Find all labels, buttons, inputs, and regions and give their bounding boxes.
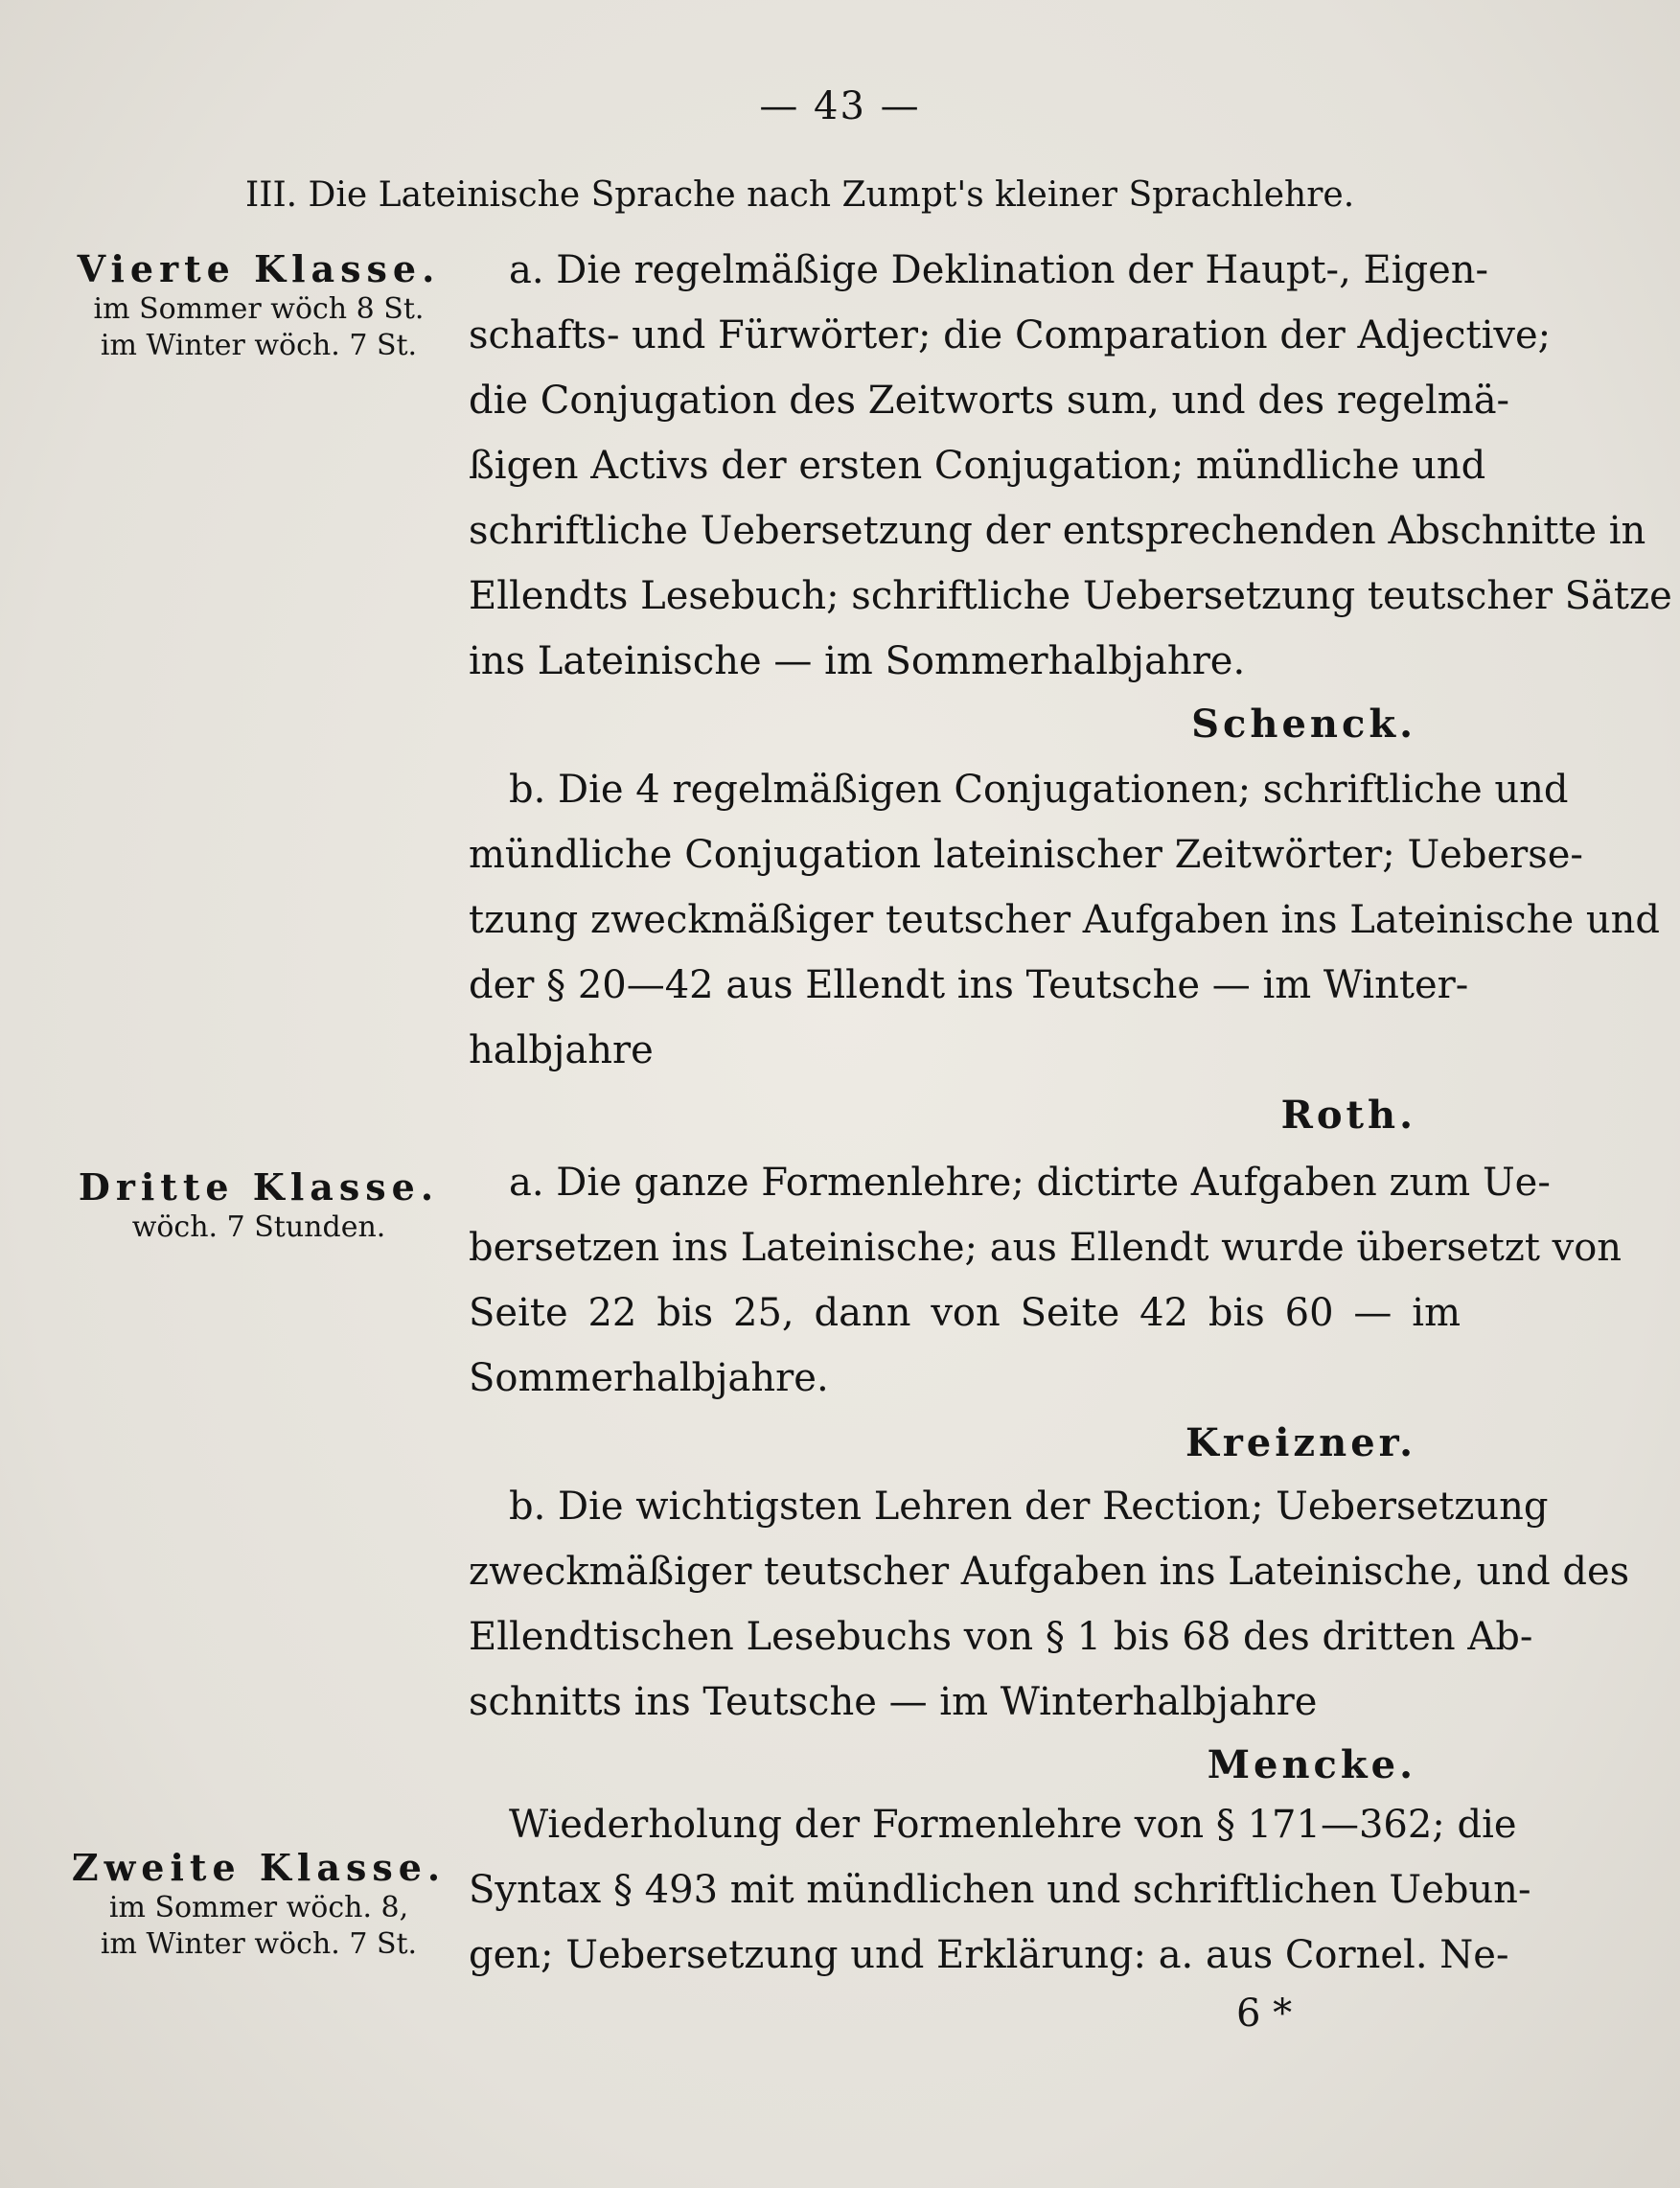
class-heading: Vierte Klasse.	[77, 247, 441, 290]
text-line: Seite 22 bis 25, dann von Seite 42 bis 60 — im	[469, 1291, 1461, 1335]
sidebar-dritte-klasse	[58, 1165, 460, 1246]
class-hours-winter: im Winter wöch. 7 St.	[100, 1927, 418, 1961]
class-hours: wöch. 7 Stunden.	[131, 1210, 386, 1244]
text-line: Ellendtischen Lesebuchs von § 1 bis 68 des dritten Ab-	[469, 1615, 1533, 1659]
text-line: zweckmäßiger teutscher Aufgaben ins Lateinische, und des	[469, 1550, 1630, 1594]
teacher-signature: Mencke.	[1207, 1742, 1416, 1787]
class-hours-winter: im Winter wöch. 7 St.	[100, 329, 418, 362]
text-line: der § 20—42 aus Ellendt ins Teutsche — im Winter-	[469, 963, 1469, 1007]
text-line: a. Die regelmäßige Deklination der Haupt-, Eigen-	[509, 248, 1489, 292]
text-line: a. Die ganze Formenlehre; dictirte Aufgaben zum Ue-	[509, 1161, 1551, 1205]
text-line: ßigen Activs der ersten Conjugation; mündliche und	[469, 444, 1486, 488]
teacher-signature: Kreizner.	[1185, 1420, 1416, 1465]
text-line: b. Die 4 regelmäßigen Conjugationen; schriftliche und	[509, 768, 1569, 812]
sidebar-vierte-klasse	[58, 247, 460, 364]
section-title: III. Die Lateinische Sprache nach Zumpt's kleiner Sprachlehre.	[245, 175, 1355, 215]
text-line: halbjahre	[469, 1028, 654, 1072]
text-line: mündliche Conjugation lateinischer Zeitwörter; Ueberse-	[469, 833, 1583, 877]
text-line: bersetzen ins Lateinische; aus Ellendt wurde übersetzt von	[469, 1226, 1622, 1270]
class-heading: Zweite Klasse.	[71, 1846, 447, 1889]
class-heading: Dritte Klasse.	[78, 1165, 440, 1209]
text-line: schnitts ins Teutsche — im Winterhalbjahre	[469, 1680, 1318, 1724]
text-line: tzung zweckmäßiger teutscher Aufgaben ins Lateinische und	[469, 898, 1660, 942]
class-hours-summer: im Sommer wöch. 8,	[108, 1891, 409, 1924]
text-line: ins Lateinische — im Sommerhalbjahre.	[469, 639, 1246, 683]
text-line: schriftliche Uebersetzung der entsprechenden Abschnitte in	[469, 509, 1646, 553]
page-number: — 43 —	[759, 84, 921, 128]
sidebar-zweite-klasse	[58, 1846, 460, 1963]
text-line: schafts- und Fürwörter; die Comparation der Adjective;	[469, 313, 1552, 357]
teacher-signature: Roth.	[1280, 1093, 1416, 1138]
text-line: die Conjugation des Zeitworts sum, und des regelmä-	[469, 379, 1510, 423]
text-line: Ellendts Lesebuch; schriftliche Uebersetzung teutscher Sätze	[469, 574, 1672, 618]
signature-mark: 6 *	[1236, 1992, 1293, 2036]
text-line: gen; Uebersetzung und Erklärung: a. aus Cornel. Ne-	[469, 1933, 1509, 1977]
text-line: Wiederholung der Formenlehre von § 171—362; die	[509, 1803, 1517, 1847]
class-hours-summer: im Sommer wöch 8 St.	[93, 292, 425, 326]
text-line: Syntax § 493 mit mündlichen und schriftlichen Uebun-	[469, 1868, 1531, 1912]
teacher-signature: Schenck.	[1191, 702, 1416, 747]
text-line: b. Die wichtigsten Lehren der Rection; Uebersetzung	[509, 1485, 1549, 1529]
text-line: Sommerhalbjahre.	[469, 1356, 829, 1400]
